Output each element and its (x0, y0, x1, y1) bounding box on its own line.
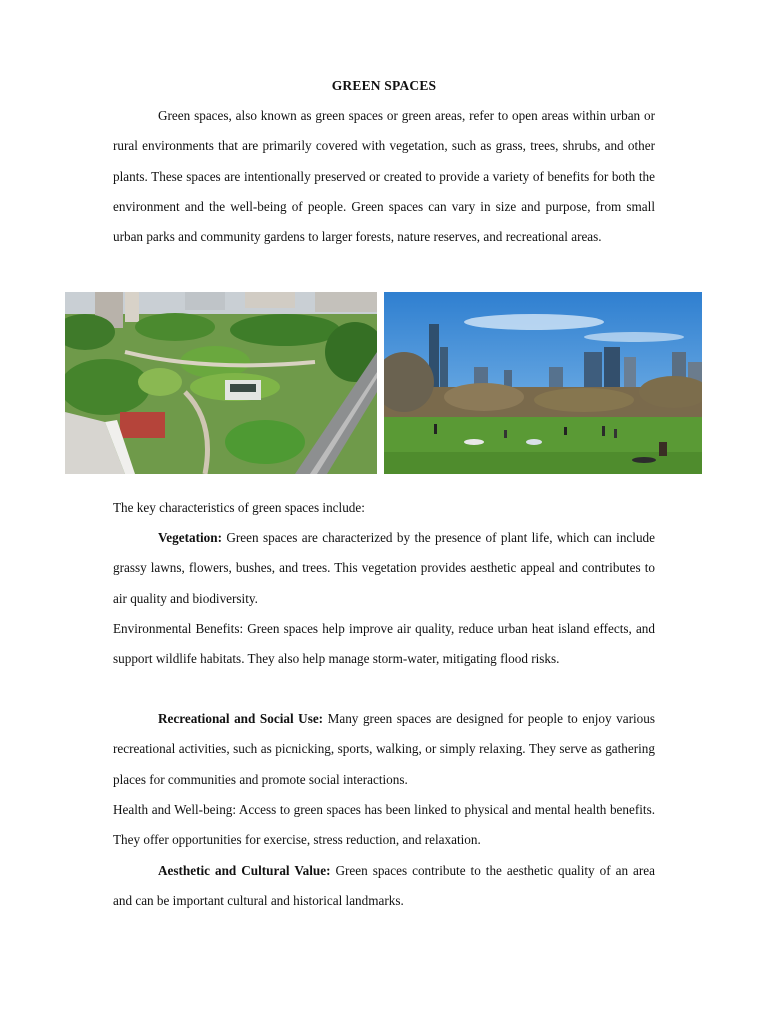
intro-paragraph: Green spaces, also known as green spaces or green areas, refer to open areas within urban or rural environments that are primarily covered with vegetation, such as grass, trees, shrubs, and other plants. These spaces are intentionally preserved or created to provide a variety of benefits for both the environment and the well-being of people. Green spaces can vary in size and purpose, from small urban parks and community gardens to larger forests, nature reserves, and recreational areas. (113, 108, 655, 245)
vegetation-label: Vegetation: (158, 530, 222, 545)
page-title: GREEN SPACES (331, 78, 437, 93)
recreational-text: Many green spaces are designed for people to enjoy various recreational activities, such as picnicking, sports, walking, or simply relaxing. They serve as gathering places for communities and promote social interactions. (113, 711, 655, 787)
image-row (65, 292, 702, 474)
aesthetic-text: Green spaces contribute to the aesthetic quality of an area and can be important cultural and historical landmarks. (113, 863, 655, 909)
aesthetic-paragraph (113, 856, 655, 917)
health-paragraph: Health and Well-being: Access to green spaces has been linked to physical and mental health benefits. They offer opportunities for exercise, stress reduction, and relaxation. (113, 802, 655, 848)
key-characteristics-intro: The key characteristics of green spaces include: (113, 500, 365, 515)
park-skyline-image (384, 292, 702, 474)
recreational-label: Recreational and Social Use: (158, 711, 324, 726)
recreational-paragraph (113, 704, 655, 795)
vegetation-paragraph (113, 523, 655, 614)
environmental-benefits-paragraph: Environmental Benefits: Green spaces help improve air quality, reduce urban heat island effects, and support wildlife habitats. They also help manage storm-water, mitigating flood risks. (113, 621, 655, 667)
aesthetic-label: Aesthetic and Cultural Value: (158, 863, 331, 878)
urban-park-aerial-image (65, 292, 377, 474)
vegetation-text: Green spaces are characterized by the presence of plant life, which can include grassy lawns, flowers, bushes, and trees. This vegetation provides aesthetic appeal and contributes to air quality and biodiversity. (113, 530, 655, 606)
